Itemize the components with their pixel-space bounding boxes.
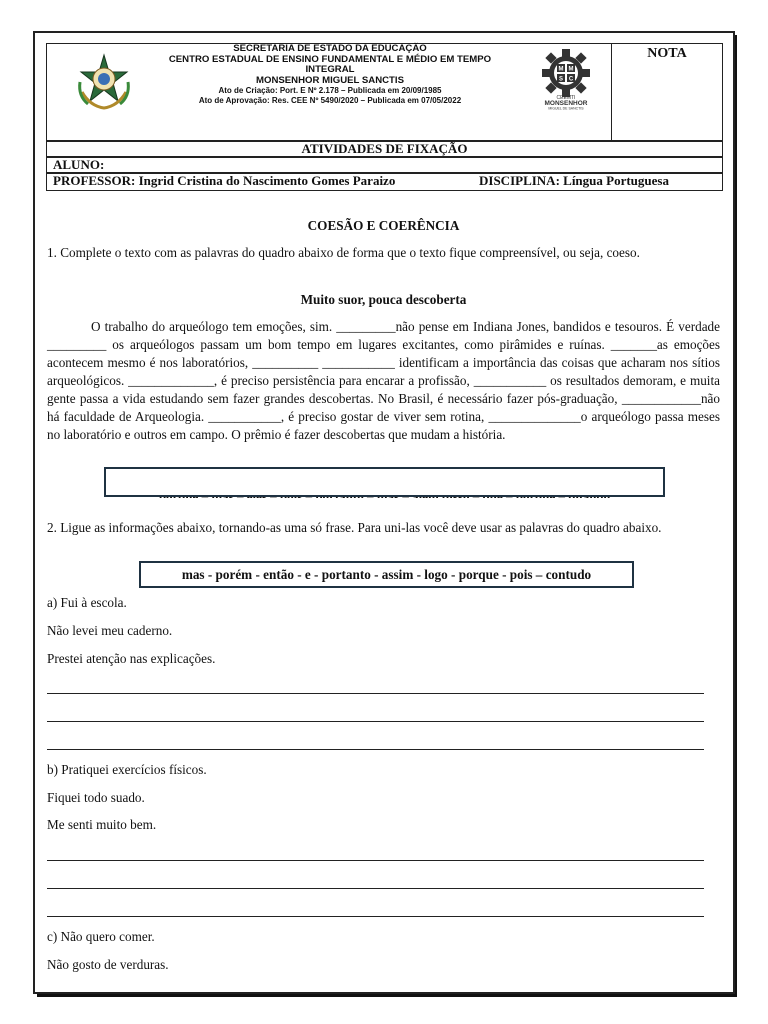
answer-line[interactable] [47,749,704,750]
logo-letter: C [568,76,574,83]
school-gear-logo-icon [538,48,594,110]
approval-act: Ato de Aprovação: Res. CEE Nº 5490/2020 – Publicada em 07/05/2022 [198,96,462,106]
question-1: 1. Complete o texto com as palavras do quadro abaixo de forma que o texto fique compreensível, ou seja, coeso. [47,245,640,260]
answer-line[interactable] [47,693,704,694]
item-a-sentence-2: Não levei meu caderno. [47,623,173,638]
activity-title: ATIVIDADES DE FIXAÇÃO [301,141,468,156]
page-title: COESÃO E COERÊNCIA [307,218,460,233]
item-c-sentence-1: c) Não quero comer. [47,929,155,944]
item-b-sentence-3: Me senti muito bem. [47,817,157,832]
logo-letter: M [558,66,564,73]
institution-line-2: CENTRO ESTADUAL DE ENSINO FUNDAMENTAL E MÉDIO EM TEMPO [168,53,492,65]
institution-line-4: MONSENHOR MIGUEL SANCTIS [255,74,404,86]
item-c-sentence-2: Não gosto de verduras. [47,957,169,972]
logo-letter: S [558,76,564,83]
text-title: Muito suor, pouca descoberta [300,292,467,307]
answer-line[interactable] [47,860,704,861]
creation-act: Ato de Criação: Port. E Nº 2.178 – Publicada em 20/09/1985 [218,86,442,96]
institution-line-1: SECRETARIA DE ESTADO DA EDUCAÇÃO [233,43,427,54]
grade-label: NOTA [647,46,687,61]
logo-caption-3: MIGUEL DE SANCTIS [548,106,584,110]
item-b-sentence-1: b) Pratiquei exercícios físicos. [47,762,207,777]
institution-line-3: INTEGRAL [305,64,355,76]
teacher-row [46,173,723,191]
answer-line[interactable] [47,721,704,722]
fill-in-paragraph[interactable]: O trabalho do arqueólogo tem emoções, sim. _________não pense em Indiana Jones, bandidos e tesouros. É verdade _________ os arqueólogos passam um bom tempo em lugares excitantes, como pirâmides e ruínas. _______as emoções acontecem mesmo é nos laboratórios, __________ ___________ identificam a importância das coisas que acharam nos sítios arqueológicos. _____________, é preciso persistência para encarar a profissão, ___________ os resultados demoram, e muita gente passa a vida estudando sem fazer grandes descobertas. No Brasil, é necessário fazer pós-graduação, ____________não há faculdade de Arqueologia. ___________, é preciso gostar de viver sem rotina, ______________o arqueólogo passa meses no laboratório e outros em campo. O prêmio é fazer descobertas que mudam a história. [47,319,720,442]
question-2: 2. Ligue as informações abaixo, tornando-as uma só frase. Para uni-las você deve usar as palavras do quadro abaixo. [47,520,662,535]
logo-caption-2: MONSENHOR [544,100,588,107]
activity-title-row [46,141,723,157]
institution-heading [100,44,560,106]
answer-line[interactable] [47,888,704,889]
word-bank-2: mas - porém - então - e - portanto - assim - logo - porque - pois – contudo [139,561,634,588]
answer-line[interactable] [47,916,704,917]
logo-letter: M [568,66,574,73]
item-b-sentence-2: Fiquei todo suado. [47,790,145,805]
student-row[interactable] [46,157,723,173]
word-bank-1-box [104,467,665,497]
student-label: ALUNO: [53,157,105,172]
logo-caption-1: CEEMTI [556,95,576,101]
subject-label: DISCIPLINA: Língua Portuguesa [479,173,669,188]
item-a-sentence-3: Prestei atenção nas explicações. [47,651,216,666]
teacher-label: PROFESSOR: Ingrid Cristina do Nascimento Gomes Paraizo [53,173,396,188]
item-a-sentence-1: a) Fui à escola. [47,595,127,610]
